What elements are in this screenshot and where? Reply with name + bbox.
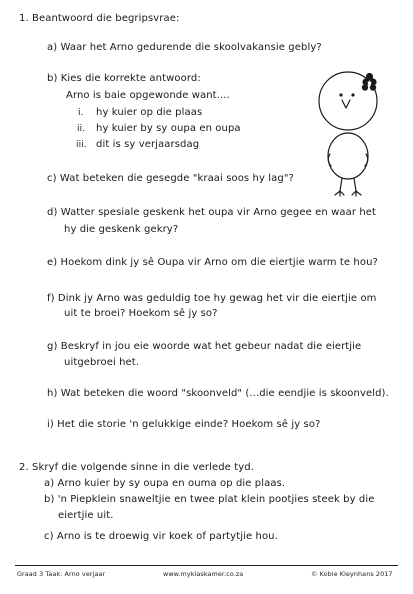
footer-task-label: Graad 3 Taak: Arno verjaar [17, 570, 106, 578]
question-1h: h) Wat beteken die woord "skoonveld" (...die eendjie is skoonveld). [47, 388, 389, 399]
option-3-text: dit is sy verjaarsdag [96, 139, 200, 150]
question-1f-line-2: uit te broei? Hoekom sê jy so? [64, 308, 218, 319]
footer-website: www.myklaskamer.co.za [163, 570, 244, 578]
option-2-text: hy kuier by sy oupa en oupa [96, 123, 241, 134]
flower-icon [362, 73, 377, 91]
question-2c: c) Arno is te droewig vir koek of partytjie hou. [44, 531, 278, 542]
question-2-heading: 2. Skryf die volgende sinne in die verlede tyd. [19, 462, 254, 473]
question-1a: a) Waar het Arno gedurende die skoolvakansie gebly? [47, 42, 322, 53]
footer-divider [15, 565, 398, 566]
question-1e: e) Hoekom dink jy sê Oupa vir Arno om die eiertjie warm te hou? [47, 257, 378, 268]
question-1b-stem: Arno is baie opgewonde want.... [66, 90, 230, 101]
question-2a: a) Arno kuier by sy oupa en ouma op die plaas. [44, 478, 286, 489]
question-1d-line-1: d) Watter spesiale geskenk het oupa vir Arno gegee en waar het [47, 207, 377, 218]
option-1-number: i. [78, 108, 84, 118]
question-1-heading: 1. Beantwoord die begripsvrae: [19, 13, 180, 24]
question-1b-prompt: b) Kies die korrekte antwoord: [47, 73, 201, 84]
option-3-number: iii. [76, 140, 87, 150]
question-1g-line-2: uitgebroei het. [64, 357, 140, 368]
chick-illustration [305, 68, 397, 198]
option-1-text: hy kuier op die plaas [96, 107, 203, 118]
footer-copyright: © Kobie Kleynhans 2017 [311, 570, 393, 578]
question-1g-line-1: g) Beskryf in jou eie woorde wat het gebeur nadat die eiertjie [47, 341, 362, 352]
question-1d-line-2: hy die geskenk gekry? [64, 224, 179, 235]
question-1f-line-1: f) Dink jy Arno was geduldig toe hy gewag het vir die eiertjie om [47, 293, 377, 304]
option-2-number: ii. [77, 124, 86, 134]
chick-body [328, 133, 368, 179]
question-2b-line-2: eiertjie uit. [58, 510, 114, 521]
question-2b-line-1: b) 'n Piepklein snaweltjie en twee plat klein pootjies steek by die [44, 494, 375, 505]
question-1c: c) Wat beteken die gesegde "kraai soos hy lag"? [47, 173, 294, 184]
question-1i: i) Het die storie 'n gelukkige einde? Hoekom sê jy so? [47, 419, 321, 430]
